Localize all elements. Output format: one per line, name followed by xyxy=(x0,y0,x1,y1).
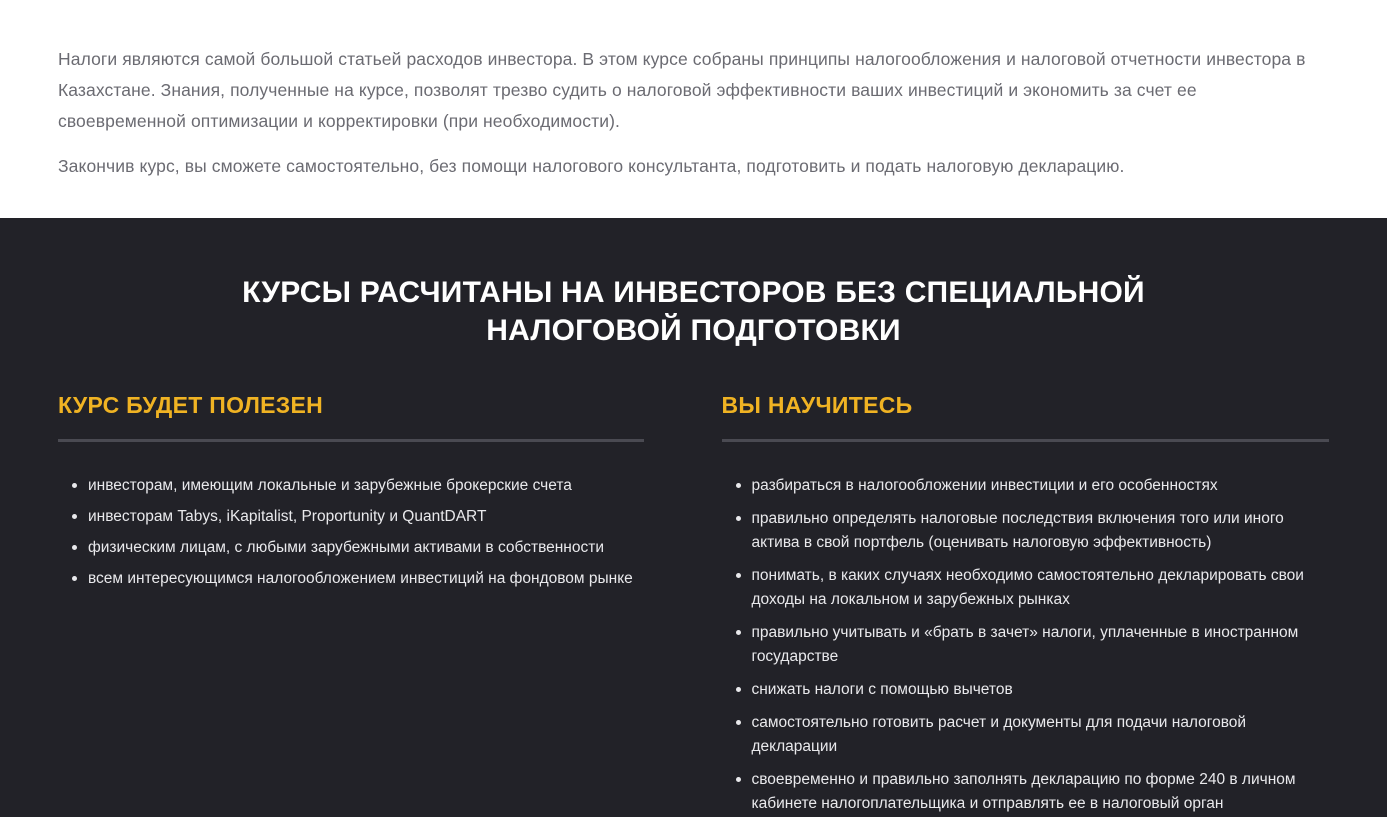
divider-left xyxy=(58,439,644,442)
column-course-useful xyxy=(58,392,694,817)
list-item: понимать, в каких случаях необходимо самостоятельно декларировать свои доходы на локальном и зарубежных рынках xyxy=(750,564,1330,612)
benefits-columns xyxy=(58,392,1329,817)
column-heading-left: КУРС БУДЕТ ПОЛЕЗЕН xyxy=(58,392,324,418)
list-item: всем интересующимся налогообложением инвестиций на фондовом рынке xyxy=(86,567,644,591)
list-item: инвесторам, имеющим локальные и зарубежные брокерские счета xyxy=(86,474,644,498)
column-heading-right: ВЫ НАУЧИТЕСЬ xyxy=(721,392,913,418)
intro-paragraph-1: Налоги являются самой большой статьей расходов инвестора. В этом курсе собраны принципы налогообложения и налоговой отчетности инвестора в Казахстане. Знания, полученные на курсе, позволят трезво судить о налоговой эффективности ваших инвестиций и экономить за счет ее своевременной оптимизации и корректировки (при необходимости). xyxy=(58,49,1306,131)
list-item: самостоятельно готовить расчет и документы для подачи налоговой декларации xyxy=(750,711,1330,759)
list-item: физическим лицам, с любыми зарубежными активами в собственности xyxy=(86,536,644,560)
list-item: инвесторам Tabys, iKapitalist, Proportunity и QuantDART xyxy=(86,505,644,529)
list-item: разбираться в налогообложении инвестиции и его особенностях xyxy=(750,474,1330,498)
highlight-section xyxy=(0,218,1387,817)
list-item: своевременно и правильно заполнять декларацию по форме 240 в личном кабинете налогоплательщика и отправлять ее в налоговый орган xyxy=(750,768,1330,816)
list-item: снижать налоги с помощью вычетов xyxy=(750,678,1330,702)
divider-right xyxy=(722,439,1330,442)
column-you-will-learn xyxy=(694,392,1330,817)
list-you-will-learn xyxy=(722,474,1330,816)
intro-section xyxy=(0,0,1387,218)
intro-paragraph-2: Закончив курс, вы сможете самостоятельно, без помощи налогового консультанта, подготовить и подать налоговую декларацию. xyxy=(58,156,1125,176)
list-item: правильно определять налоговые последствия включения того или иного актива в свой портфель (оценивать налоговую эффективность) xyxy=(750,507,1330,555)
section-title: КУРСЫ РАСЧИТАНЫ НА ИНВЕСТОРОВ БЕЗ СПЕЦИАЛЬНОЙ НАЛОГОВОЙ ПОДГОТОВКИ xyxy=(242,276,1145,347)
list-course-useful xyxy=(58,474,644,591)
list-item: правильно учитывать и «брать в зачет» налоги, уплаченные в иностранном государстве xyxy=(750,621,1330,669)
